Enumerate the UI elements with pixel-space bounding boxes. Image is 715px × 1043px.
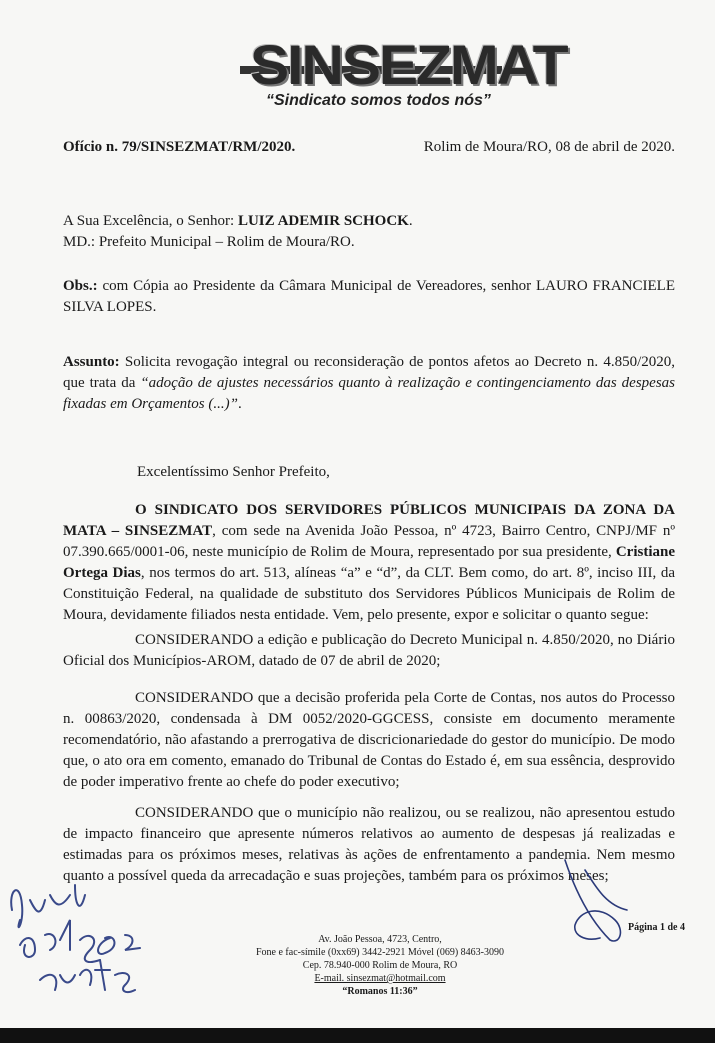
footer-verse: “Romanos 11:36” — [342, 986, 418, 997]
assunto-quote: “adoção de ajustes necessários quanto à realização e contingenciamento das despesas fixadas em Orçamentos (...)” — [63, 375, 675, 412]
considerando-1: CONSIDERANDO a edição e publicação do Decreto Municipal n. 4.850/2020, no Diário Oficial dos Municípios-AROM, datado de 07 de abril de 2020; — [63, 632, 675, 669]
document-date: Rolim de Moura/RO, 08 de abril de 2020. — [423, 139, 675, 155]
intro-text-1: , com sede na Avenida João Pessoa, nº 4723, Bairro Centro, CNPJ/MF nº 07.390.665/0001-06, neste município de Rolim de Moura, representado por sua presidente, — [63, 523, 675, 560]
obs-label: Obs.: — [63, 278, 98, 294]
obs-paragraph — [63, 276, 675, 318]
assunto-label: Assunto: — [63, 354, 120, 370]
footer-address — [230, 933, 530, 998]
recipient-line-2: MD.: Prefeito Municipal – Rolim de Moura/RO. — [63, 234, 355, 250]
handwritten-signature — [555, 850, 635, 950]
footer-line-2: Fone e fac-símile (0xx69) 3442-2921 Móvel (069) 8463-3090 — [255, 947, 504, 958]
assunto-text: Solicita revogação integral ou reconsideração de pontos afetos ao Decreto n. 4.850/2020, que trata da — [63, 354, 675, 391]
assunto-end: . — [237, 396, 242, 412]
considerando-3: CONSIDERANDO que o município não realizou, ou se realizou, não apresentou estudo de impacto financeiro que apresente números relativos ao aumento de despesas já realizadas e estimadas para os próximos meses, relativas às ações de enfrentamento a pandemia. Nem mesmo quanto a possível queda da arrecadação e suas projeções, também para os próximos meses; — [63, 805, 675, 884]
salutation: Excelentíssimo Senhor Prefeito, — [137, 464, 330, 480]
footer-line-1: Av. João Pessoa, 4723, Centro, — [318, 934, 442, 945]
page-number: Página 1 de 4 — [628, 922, 685, 933]
footer-email: E-mail. sinsezmat@hotmail.com — [314, 973, 446, 984]
scan-edge — [0, 1028, 715, 1043]
considerando-2: CONSIDERANDO que a decisão proferida pela Corte de Contas, nos autos do Processo n. 00863/2020, condensada à DM 0052/2020-GGCESS, consiste em documento meramente recomendatório, não afastando a prerrogativa de discricionariedade do gestor do município. De modo que, o ato ora em comento, emanado do Tribunal de Contas do Estado é, em sua essência, desprovido de poder imperativo frente ao chefe do poder executivo; — [63, 690, 675, 790]
assunto-paragraph — [63, 352, 675, 415]
intro-paragraph — [63, 500, 675, 626]
recipient-block — [63, 211, 675, 253]
handwritten-receipt-signature — [0, 850, 200, 1010]
president-name: Cristiane Ortega Dias — [63, 544, 675, 581]
oficio-number: Ofício n. 79/SINSEZMAT/RM/2020. — [63, 139, 296, 155]
obs-text: com Cópia ao Presidente da Câmara Municipal de Vereadores, senhor LAURO FRANCIELE SILVA LOPES. — [63, 278, 675, 315]
intro-text-2: , nos termos do art. 513, alíneas “a” e “d”, da CLT. Bem como, do art. 8º, inciso III, da Constituição Federal, na qualidade de substituto dos Servidores Públicos Municipais de Rolim de Moura, devidamente filiados nesta entidade. Vem, pelo presente, expor e solicitar o quanto segue: — [63, 565, 675, 623]
recipient-line-1 — [63, 211, 675, 232]
recipient-prefix: A Sua Excelência, o Senhor: — [63, 213, 238, 229]
recipient-name: LUIZ ADEMIR SCHOCK — [237, 213, 409, 229]
logo-slogan: “Sindicato somos todos nós” — [266, 92, 491, 109]
footer-line-3: Cep. 78.940-000 Rolim de Moura, RO — [302, 960, 458, 971]
recipient-end: . — [408, 213, 413, 229]
sinsezmat-logo — [240, 28, 567, 118]
logo-wordmark: SINSEZMAT — [250, 33, 567, 96]
org-name: O SINDICATO DOS SERVIDORES PÚBLICOS MUNICIPAIS DA ZONA DA MATA – SINSEZMAT — [63, 502, 675, 539]
